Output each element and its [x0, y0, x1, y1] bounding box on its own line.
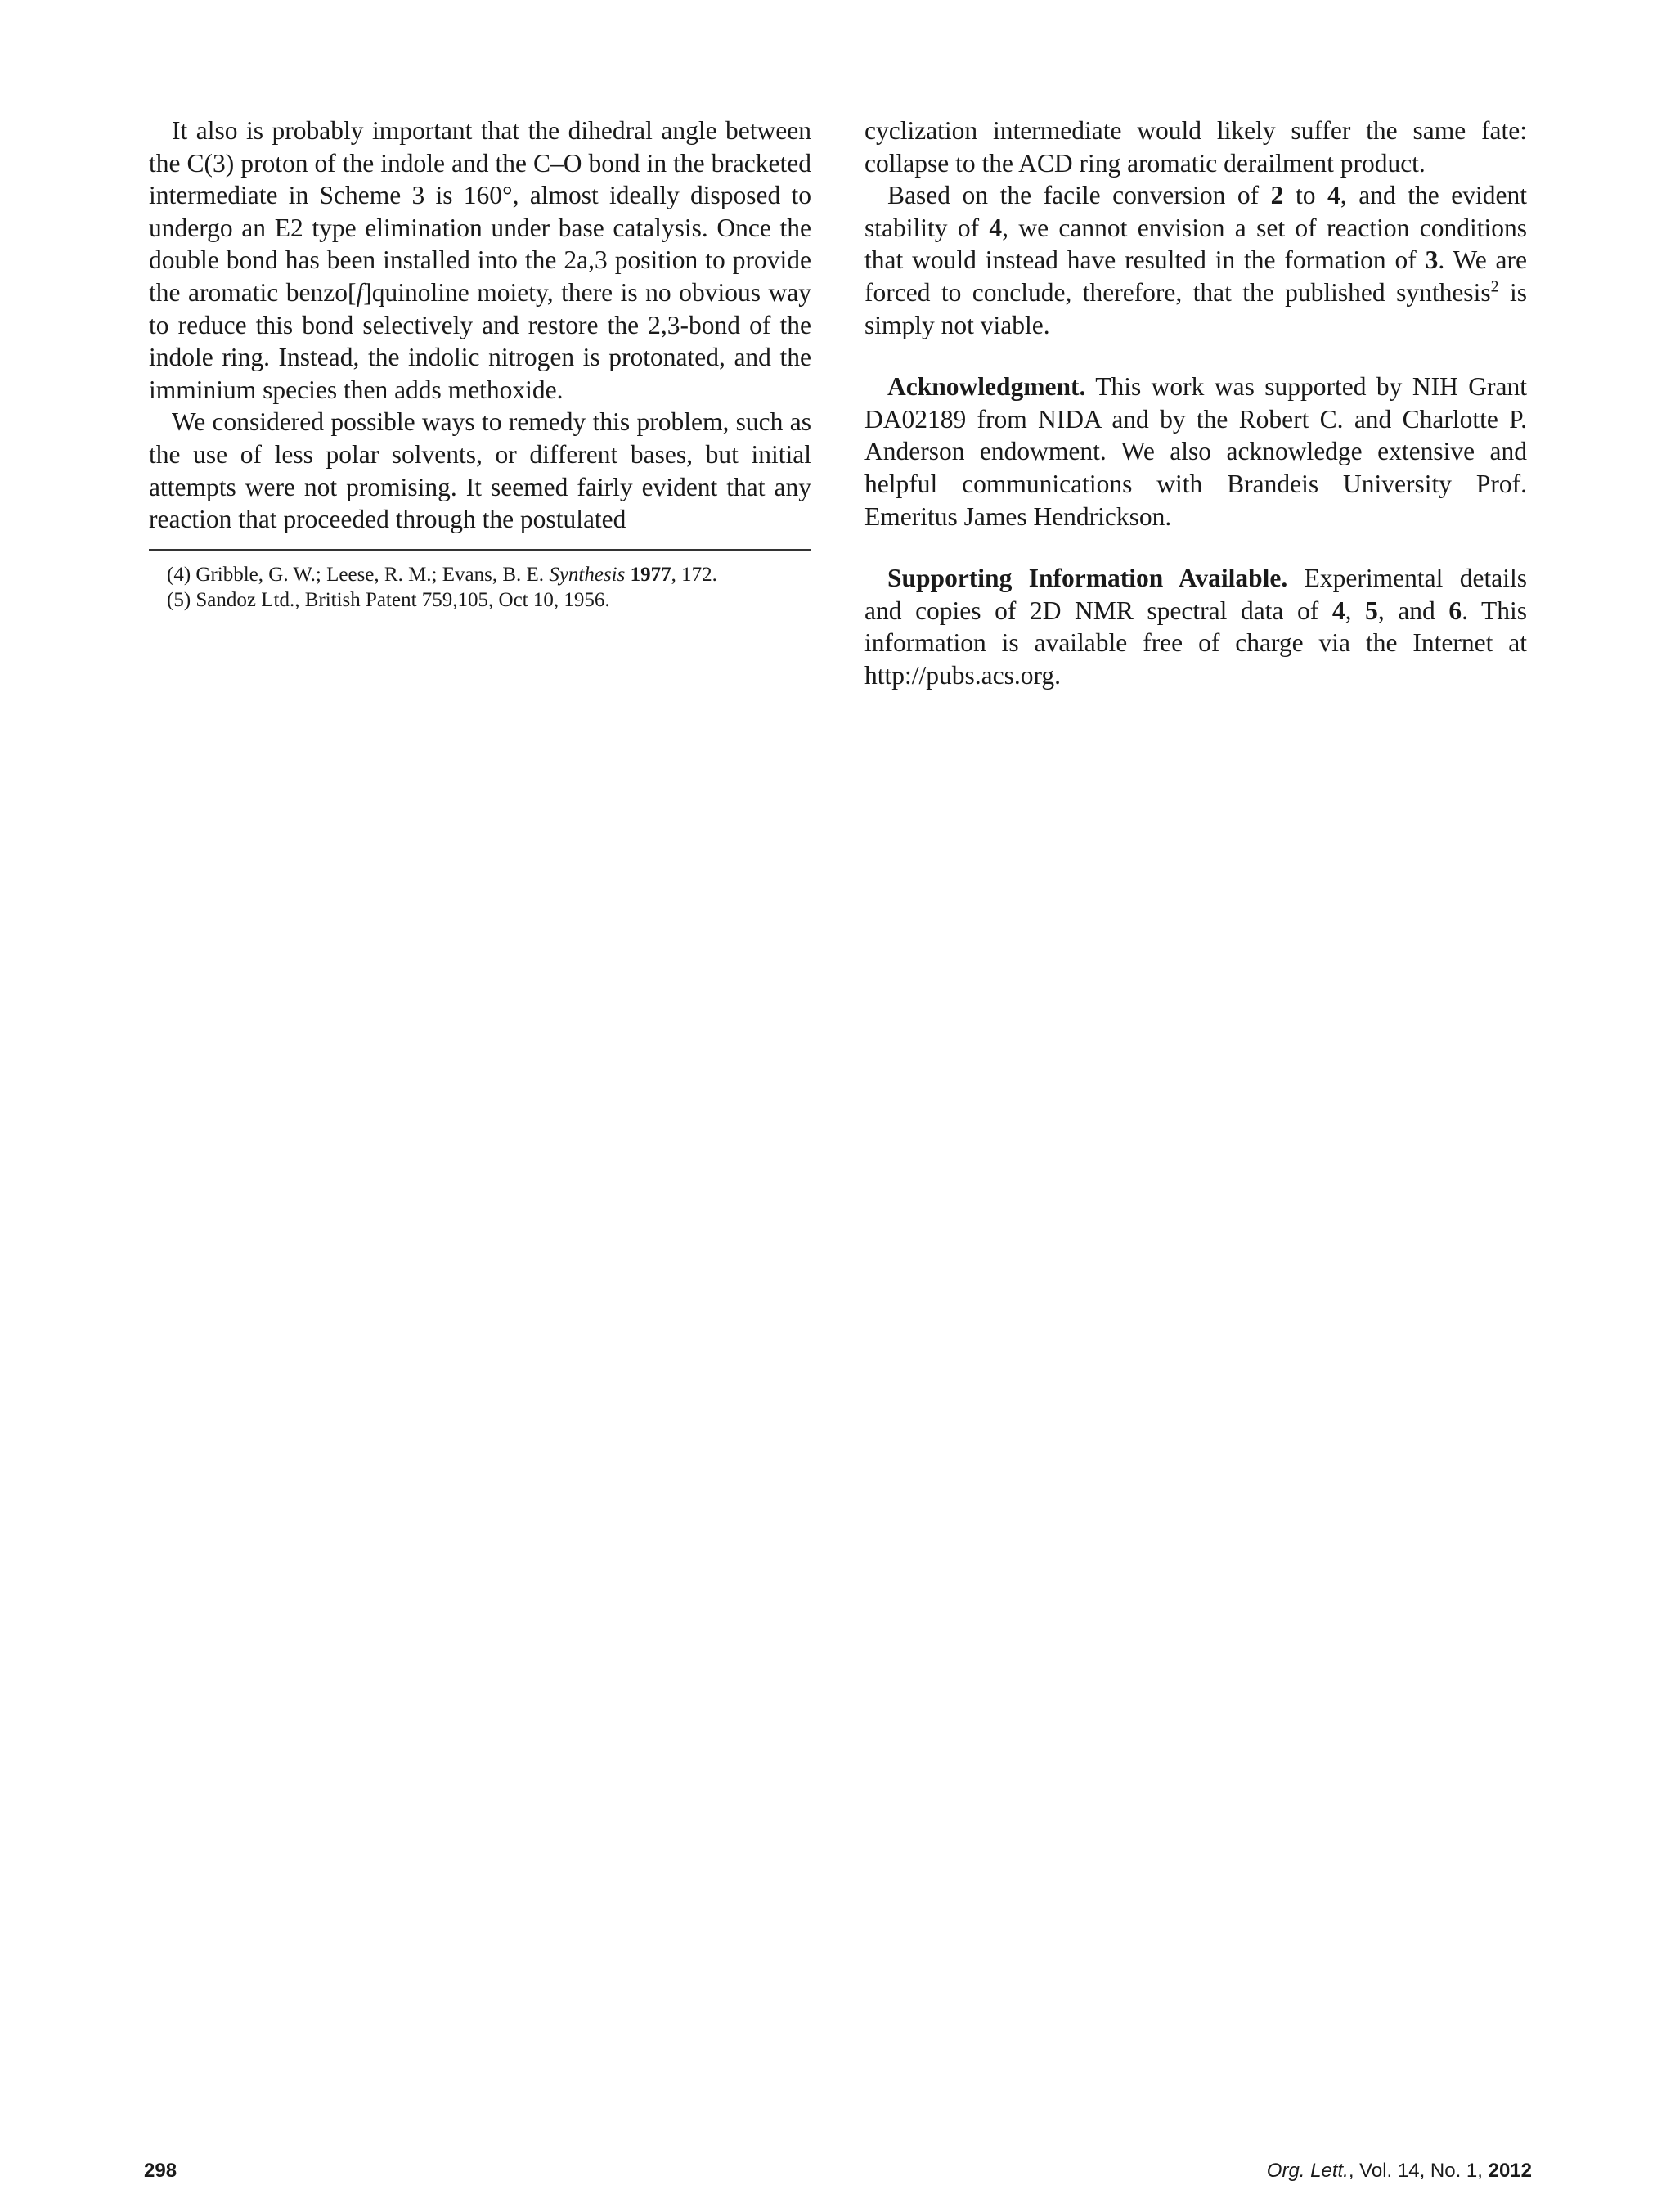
text-run: (4) Gribble, G. W.; Leese, R. M.; Evans, B. E.: [167, 563, 550, 586]
text-run: to: [1283, 181, 1328, 210]
text-run: ,: [1345, 596, 1366, 625]
text-run: This work was supported by NIH Grant DA02189 from NIDA and by the Robert C. and Charlotte P. Anderson endowment. We also acknowledge extensive and helpful communications with Brandeis University Prof. Emeritus James Hendrickson.: [864, 372, 1527, 531]
compound-number: 5: [1365, 596, 1378, 625]
text-run: (5) Sandoz Ltd., British Patent 759,105, Oct 10, 1956.: [167, 588, 610, 611]
compound-number: 2: [1270, 181, 1284, 210]
body-paragraph: [149, 406, 811, 535]
journal-name: Synthesis: [549, 563, 626, 586]
supporting-info-heading: Supporting Information Available.: [887, 564, 1288, 593]
compound-number: 4: [1331, 596, 1345, 625]
journal-year: 1977: [630, 563, 671, 586]
text-run: , 172.: [671, 563, 717, 586]
text-run: . This information is available free of charge via the Internet at http://pubs.acs.org.: [864, 596, 1528, 690]
compound-number: 6: [1448, 596, 1462, 625]
body-paragraph: [864, 179, 1527, 341]
acknowledgment-paragraph: [864, 371, 1527, 533]
text-run: cyclization intermediate would likely suffer the same fate: collapse to the ACD ring aromatic derailment product.: [864, 116, 1527, 178]
text-run: , we cannot envision a set of reaction conditions that would instead have resulted in the formation of: [864, 213, 1527, 275]
journal-name: Org. Lett.: [1266, 2160, 1349, 2182]
text-run: , and the evident stability of: [864, 181, 1527, 242]
compound-number: 4: [1327, 181, 1340, 210]
text-run: Based on the facile conversion of: [887, 181, 1271, 210]
volume-issue: , Vol. 14, No. 1,: [1348, 2160, 1489, 2182]
footnote-4: [167, 562, 811, 587]
left-column: [149, 115, 811, 613]
right-column: [864, 115, 1527, 692]
footnote-5: [167, 587, 811, 613]
text-run: It also is probably important that the dihedral angle between the C(3) proton of the indole and the C–O bond in the bracketed intermediate in Scheme 3 is 160°, almost ideally disposed to undergo an E2 type elimination under base catalysis. Once the double bond has been installed into the 2a,3 position to provide the aromatic benzo[: [149, 116, 811, 307]
acknowledgment-heading: Acknowledgment.: [887, 372, 1086, 402]
journal-citation: [1267, 2160, 1532, 2183]
footnotes: [149, 562, 811, 613]
italic-text: f: [356, 277, 364, 307]
text-run: is simply not viable.: [864, 277, 1527, 339]
compound-number: 4: [989, 213, 1003, 242]
page-number: 298: [144, 2160, 177, 2182]
body-paragraph: [149, 115, 811, 406]
supporting-info-paragraph: [864, 562, 1527, 691]
reference-superscript: 2: [1490, 277, 1499, 296]
text-run: ]quinoline moiety, there is no obvious way to reduce this bond selectively and restore the 2,3-bond of the indole ring. Instead, the indolic nitrogen is protonated, and the imminium species then adds methoxide.: [149, 277, 811, 404]
text-run: We considered possible ways to remedy this problem, such as the use of less polar solvents, or different bases, but initial attempts were not promising. It seemed fairly evident that any reaction that proceeded through the postulated: [149, 407, 811, 534]
journal-year: 2012: [1488, 2160, 1532, 2182]
compound-number: 3: [1425, 245, 1439, 275]
text-run: , and: [1377, 596, 1449, 625]
footnote-divider: [149, 549, 811, 551]
body-paragraph: [864, 115, 1527, 179]
text-run: . We are forced to conclude, therefore, that the published synthesis: [864, 245, 1527, 307]
text-run: Experimental details and copies of 2D NMR spectral data of: [864, 564, 1527, 625]
